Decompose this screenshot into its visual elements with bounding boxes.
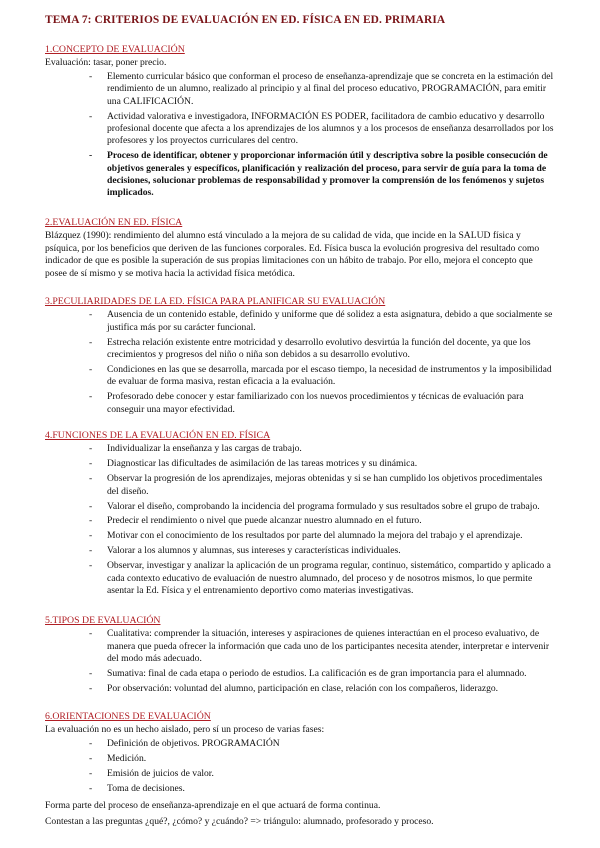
list-item: - Motivar con el conocimiento de los resultados por parte del alumnado la mejora del trabajo y el aprendizaje.: [89, 530, 523, 542]
list-item: - Observar, investigar y analizar la aplicación de un programa regular, continuo, sistemático, compartido y aplicado a cada contexto educativo de evaluación de nuestro alumnado, del proceso y de nosotros mismos, lo que permite asentar la Ed. Física y el entrenamiento deportivo como materias investigativas.: [89, 560, 551, 596]
list-item: - Individualizar la enseñanza y las cargas de trabajo.: [89, 443, 302, 455]
bullet-dash: -: [89, 515, 93, 527]
list-item: - Por observación: voluntad del alumno, participación en clase, relación con los compañeros, liderazgo.: [89, 683, 499, 695]
section-heading: 4.FUNCIONES DE LA EVALUACIÓN EN ED. FÍSICA: [45, 430, 271, 441]
closing-line: Forma parte del proceso de enseñanza-aprendizaje en el que actuará de forma continua.: [45, 800, 381, 811]
bullet-dash: -: [89, 737, 93, 749]
section-intro: Evaluación: tasar, poner precio.: [45, 57, 167, 69]
bullet-dash: -: [89, 150, 93, 162]
list-item: - Valorar a los alumnos y alumnas, sus intereses y características individuales.: [89, 545, 401, 557]
bullet-dash: -: [89, 782, 93, 794]
list-item: - Predecir el rendimiento o nivel que puede alcanzar nuestro alumnado en el futuro.: [89, 515, 422, 527]
list-item: - Profesorado debe conocer y estar familiarizado con los nuevos procedimientos y técnicas de evaluación para conseguir una mayor efectividad.: [89, 391, 524, 415]
list-item: - Sumativa: final de cada etapa o periodo de estudios. La calificación es de gran importancia para el alumnado.: [89, 668, 527, 680]
bullet-dash: -: [89, 70, 93, 82]
bullet-dash: -: [89, 560, 93, 572]
list-item: - Medición.: [89, 752, 147, 764]
bullet-dash: -: [89, 767, 93, 779]
bullet-dash: -: [89, 530, 93, 542]
bullet-dash: -: [89, 500, 93, 512]
bullet-list: [45, 309, 555, 416]
bullet-list: [45, 71, 555, 200]
bullet-list: [45, 628, 555, 695]
section-heading: 6.ORIENTACIONES DE EVALUACIÓN: [45, 711, 211, 722]
list-item: - Definición de objetivos. PROGRAMACIÓN: [89, 737, 280, 749]
section-peculiaridades: [45, 296, 555, 419]
list-item: - Elemento curricular básico que conforman el proceso de enseñanza-aprendizaje que se concreta en la estimación del rendimiento de un alumno, realizado al principio y al final del proceso educativo, PROGRAMACIÓN, para emitir una CALIFICACIÓN.: [89, 70, 554, 107]
section-tipos: [45, 615, 555, 698]
list-item: - Valorar el diseño, comprobando la incidencia del programa formulado y sus resultados sobre el grupo de trabajo.: [89, 500, 540, 512]
list-item: - Estrecha relación existente entre motricidad y desarrollo evolutivo desvirtúa la función del docente, ya que los crecimientos y progresos del niño o niña son debidos a su desarrollo evolutivo.: [89, 336, 531, 361]
list-item: - Condiciones en las que se desarrolla, marcada por el escaso tiempo, la necesidad de instrumentos y la imposibilidad de evaluar de forma masiva, restan eficacia a la evaluación.: [89, 364, 552, 388]
bullet-dash: -: [89, 309, 93, 321]
section-heading: 3.PECULIARIDADES DE LA ED. FÍSICA PARA PLANIFICAR SU EVALUACIÓN: [45, 296, 386, 307]
section-heading: 1.CONCEPTO DE EVALUACIÓN: [45, 44, 185, 55]
bullet-dash: -: [89, 391, 93, 403]
list-item: - Toma de decisiones.: [89, 782, 185, 794]
section-heading: 5.TIPOS DE EVALUACIÓN: [45, 615, 161, 626]
section-funciones: [45, 430, 555, 600]
document-title: TEMA 7: CRITERIOS DE EVALUACIÓN EN ED. FÍSICA EN ED. PRIMARIA: [45, 14, 446, 26]
section-heading: 2.EVALUACIÓN EN ED. FÍSICA: [45, 217, 183, 228]
section-evaluacion-ef: [45, 217, 555, 280]
bullet-list: [45, 443, 555, 597]
bullet-dash: -: [89, 336, 93, 348]
bullet-dash: -: [89, 683, 93, 695]
bullet-dash: -: [89, 443, 93, 455]
closing-notes: [45, 800, 565, 833]
section-concepto: [45, 44, 555, 202]
list-item: - Ausencia de un contenido estable, definido y uniforme que dé solidez a esta asignatura, debido a que socialmente se justifica más por su carácter funcional.: [89, 309, 553, 333]
list-item: - Proceso de identificar, obtener y proporcionar información útil y descriptiva sobre la posible consecución de objetivos generales y específicos, planificación y realización del proceso, para servir de guía para la toma de decisiones, solucionar problemas de responsabilidad y promover la comprensión de los fenómenos y sujetos implicados.: [89, 150, 548, 199]
list-item: - Diagnosticar las dificultades de asimilación de las tareas motrices y su dinámica.: [89, 458, 418, 470]
bullet-dash: -: [89, 668, 93, 680]
section-paragraph: Blázquez (1990): rendimiento del alumno está vinculado a la mejora de su calidad de vida, que incide en la SALUD física y psíquica, por los beneficios que deriven de las funciones corporales. Ed. Física busca la evolución progresiva del resultado como indicador de que es posible la superación de sus propias limitaciones con un hábito de trabajo. Por ello, mejora el concepto que posee de sí mismo y se motiva hacia la actividad física metódica.: [45, 230, 540, 279]
bullet-dash: -: [89, 545, 93, 557]
bullet-dash: -: [89, 628, 93, 640]
list-item: - Emisión de juicios de valor.: [89, 767, 214, 779]
bullet-dash: -: [89, 458, 93, 470]
bullet-dash: -: [89, 364, 93, 376]
list-item: - Cualitativa: comprender la situación, intereses y aspiraciones de quienes interactúan en el proceso evaluativo, de manera que pueda ofrecer la información que cada uno de los participantes necesita atender, interpretar e intervenir del modo más adecuado.: [89, 628, 550, 665]
section-intro: La evaluación no es un hecho aislado, pero sí un proceso de varias fases:: [45, 724, 325, 736]
list-item: - Actividad valorativa e investigadora, INFORMACIÓN ES PODER, facilitadora de cambio educativo y desarrollo profesional docente que afecta a los aprendizajes de los alumnos y a los procesos de enseñanza desarrollados por los profesores y los proyectos curriculares del centro.: [89, 110, 554, 147]
closing-line: Contestan a las preguntas ¿qué?, ¿cómo? y ¿cuándo? => triángulo: alumnado, profesorado y proceso.: [45, 816, 434, 828]
bullet-dash: -: [89, 110, 93, 122]
bullet-dash: -: [89, 473, 93, 485]
bullet-list: [45, 738, 555, 795]
section-orientaciones: [45, 711, 555, 797]
bullet-dash: -: [89, 752, 93, 764]
list-item: - Observar la progresión de los aprendizajes, mejoras obtenidas y si se han cumplido los objetivos procedimentales del diseño.: [89, 473, 543, 497]
